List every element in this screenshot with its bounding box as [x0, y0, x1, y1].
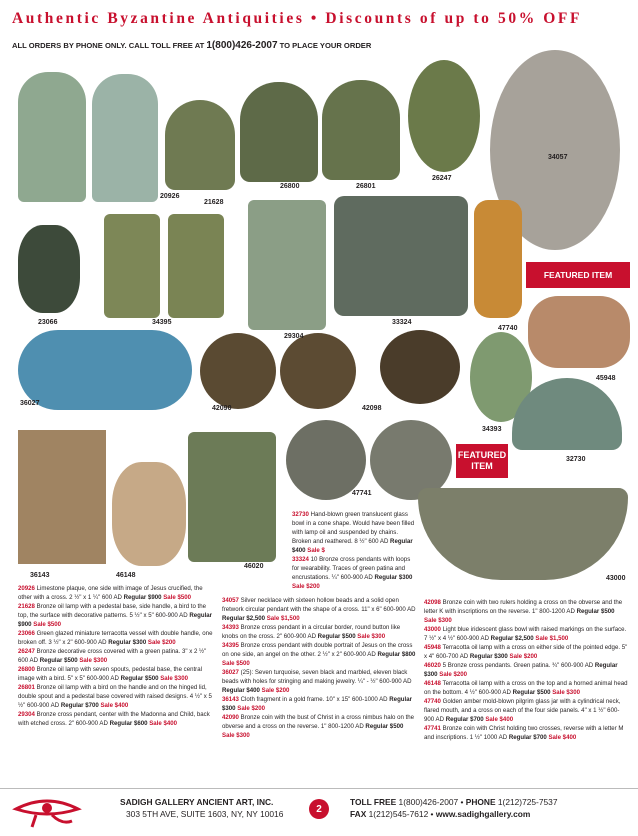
- product-image-42098-coin: [380, 330, 460, 404]
- product-description-42090: 42090 Bronze coin with the bust of Christ in a cross nimbus halo on the obverse and a cross on the reverse. 1" 800-1200 AD Regular $500 Sale $300: [222, 714, 415, 739]
- fax-label: FAX: [350, 809, 367, 819]
- product-description-45948: 45948 Terracotta oil lamp with a cross on either side of the pointed edge. 5" x 4" 600-700 AD Regular $300 Sale $200: [424, 644, 628, 660]
- product-image-46020-crosses: [188, 432, 276, 562]
- product-image-20926-plaque: [18, 72, 86, 202]
- product-image-42090-coin-reverse: [280, 333, 356, 409]
- order-instructions-prefix: ALL ORDERS BY PHONE ONLY. CALL TOLL FREE AT: [12, 41, 207, 50]
- product-description-47740: 47740 Golden amber mold-blown pilgrim glass jar with a cylindrical neck, flared mouth, and a cross on each of the four side panels. 4" x 1 ½" 600-900 AD Regular $700 Sale $400: [424, 698, 621, 723]
- product-image-43000-bowl: [418, 488, 628, 580]
- product-image-23066-vessel: [18, 225, 80, 313]
- featured-item-badge: FEATURED ITEM: [456, 444, 508, 478]
- order-phone-number[interactable]: 1(800)426-2007: [206, 40, 278, 51]
- product-description-29304: 29304 Bronze cross pendant, center with the Madonna and Child, back with etched cross. 2" 600-900 AD Regular $600 Sale $400: [18, 711, 210, 727]
- featured-item-badge: FEATURED ITEM: [526, 262, 630, 288]
- product-description-34393: 34393 Bronze cross pendant in a circular border, round button like knobs on the cross. 2" 600-900 AD Regular $500 Sale $300: [222, 624, 401, 640]
- image-label-29304: 29304: [284, 333, 304, 340]
- tollfree-number[interactable]: 1(800)426-2007 •: [396, 797, 466, 807]
- product-image-33324-crosses: [334, 196, 468, 316]
- product-description-36027: 36027 (25): Seven turquoise, seven black and marbled, eleven black beads with holes for stringing and making jewelry. ¼" - ½" 600-900 AD Regular $400 Sale $200: [222, 669, 412, 694]
- image-label-45948: 45948: [596, 375, 616, 382]
- product-image-45948-lamp: [528, 296, 630, 368]
- product-description-47741: 47741 Bronze coin with Christ holding two crosses, reverse with a letter M and inscriptions. 1 ½" 1000 AD Regular $700 Sale $400: [424, 725, 624, 741]
- product-image-26247-cross: [408, 60, 480, 172]
- image-label-21628: 21628: [204, 199, 224, 206]
- product-description-20926: 20926 Limestone plaque, one side with image of Jesus crucified, the other with a cross. 2 ½" x 1 ¼" 600 AD Regular $900 Sale $500: [18, 585, 203, 601]
- phone-number[interactable]: 1(212)725-7537: [495, 797, 558, 807]
- product-image-36027-beads: [18, 330, 192, 410]
- phone-label: PHONE: [465, 797, 496, 807]
- image-label-47741: 47741: [352, 490, 372, 497]
- product-description-21628: 21628 Bronze oil lamp with a pedestal base, side handle, a bird to the top, the surface with decorative patterns. 5 ½" x 5" 600-900 AD Regular $900 Sale $500: [18, 603, 213, 628]
- page-title: Authentic Byzantine Antiquities • Discounts of up to 50% OFF: [12, 10, 583, 27]
- image-label-43000: 43000: [606, 575, 626, 582]
- image-label-32730: 32730: [566, 456, 586, 463]
- product-description-26247: 26247 Bronze decorative cross covered with a green patina. 3" x 2 ½" 600 AD Regular $500 Sale $300: [18, 648, 207, 664]
- product-image-34395-cross-front: [104, 214, 160, 318]
- product-description-43000: 43000 Light blue iridescent glass bowl with raised markings on the surface. 7 ½" x 4 ½" 600-900 AD Regular $2,500 Sale $1,500: [424, 626, 627, 642]
- product-description-34395: 34395 Bronze cross pendant with double portrait of Jesus on the cross on one side, an angel on the other. 2 ½" x 2" 600-900 AD Regular $800 Sale $500: [222, 642, 416, 667]
- product-image-42090-coin: [200, 333, 276, 409]
- image-label-34395: 34395: [152, 319, 172, 326]
- product-image-20926-plaque-reverse: [92, 74, 158, 202]
- product-description-46148: 46148 Terracotta oil lamp with a cross on the top and a horned animal head on the bottom. 4 ½" 600-900 AD Regular $500 Sale $300: [424, 680, 628, 696]
- image-label-42090: 42090: [212, 405, 232, 412]
- contact-phones: [350, 797, 557, 808]
- image-label-34057: 34057: [548, 154, 568, 161]
- image-label-26801: 26801: [356, 183, 376, 190]
- company-address: 303 5TH AVE, SUITE 1603, NY, NY 10016: [126, 809, 284, 819]
- product-description-46020: 46020 5 Bronze cross pendants. Green patina. ¾" 600-900 AD Regular $300 Sale $200: [424, 662, 618, 678]
- fax-number: 1(212)545-7612 •: [366, 809, 436, 819]
- image-label-26247: 26247: [432, 175, 452, 182]
- image-label-23066: 23066: [38, 319, 58, 326]
- company-name: SADIGH GALLERY ANCIENT ART, INC.: [120, 797, 274, 807]
- image-label-42098: 42098: [362, 405, 382, 412]
- product-description-32730: 32730 Hand-blown green translucent glass bowl in a cone shape. Would have been filled with lamp oil and suspended by chains. Broken and reathered. 8 ½" 600 AD Regular $400 Sale $: [292, 511, 415, 554]
- image-label-36027: 36027: [20, 400, 40, 407]
- image-label-33324: 33324: [392, 319, 412, 326]
- product-image-36143-cloth: [18, 430, 106, 564]
- product-image-29304-cross: [248, 200, 326, 330]
- description-column-left: [18, 584, 216, 728]
- image-label-47740: 47740: [498, 325, 518, 332]
- product-description-26801: 26801 Bronze oil lamp with a bird on the handle and on the hinged lid, double spout and a pedestal base covered with raised designs. 4 ½" x 5 ½" 600-900 AD Regular $700 Sale $400: [18, 684, 212, 709]
- product-image-47741-coin: [286, 420, 366, 500]
- contact-fax-web: [350, 809, 530, 820]
- image-label-46148: 46148: [116, 572, 136, 579]
- eye-of-horus-logo: [12, 795, 82, 829]
- product-image-47740-jar: [474, 200, 522, 318]
- product-description-42098: 42098 Bronze coin with two rulers holding a cross on the obverse and the letter K with inscriptions on the reverse. 1" 800-1200 AD Regular $500 Sale $300: [424, 599, 623, 624]
- order-instructions: [12, 40, 371, 51]
- page-footer: [0, 788, 638, 836]
- product-image-34395-cross-back: [168, 214, 224, 318]
- product-description-23066: 23066 Green glazed miniature terracotta vessel with double handle, one broken off. 3 ½" x 2" 600-900 AD Regular $300 Sale $200: [18, 630, 213, 646]
- order-instructions-suffix: TO PLACE YOUR ORDER: [277, 41, 372, 50]
- product-description-34057: 34057 Silver necklace with sixteen hollow beads and a solid open fretwork circular pendant with the shape of a cross. 11" x 6" 600-900 AD Regular $2,500 Sale $1,500: [222, 597, 416, 622]
- description-column-middle: [222, 596, 416, 740]
- product-image-26800-lamp: [240, 82, 318, 182]
- product-description-33324: 33324 10 Bronze cross pendants with loops for wearability. Traces of green patina and encrustations. ¼" 600-900 AD Regular $300 Sale $200: [292, 556, 413, 590]
- image-label-34393: 34393: [482, 426, 502, 433]
- image-label-26800: 26800: [280, 183, 300, 190]
- description-column-right: [424, 598, 628, 742]
- product-image-26801-lamp: [322, 80, 400, 180]
- website-link[interactable]: www.sadighgallery.com: [435, 809, 531, 819]
- image-label-20926: 20926: [160, 193, 180, 200]
- description-block-top: [292, 510, 416, 591]
- tollfree-label: TOLL FREE: [350, 797, 397, 807]
- product-description-26800: 26800 Bronze oil lamp with seven spouts, pedestal base, the central image with a bird. 5" x 5" 600-900 AD Regular $500 Sale $300: [18, 666, 202, 682]
- product-image-46148-lamp: [112, 462, 186, 566]
- product-description-36143: 36143 Cloth fragment in a gold frame. 10" x 15" 600-1000 AD Regular $300 Sale $200: [222, 696, 412, 712]
- product-image-21628-lamp: [165, 100, 235, 190]
- image-label-46020: 46020: [244, 563, 264, 570]
- page-number-badge: 2: [309, 799, 329, 819]
- image-label-36143: 36143: [30, 572, 50, 579]
